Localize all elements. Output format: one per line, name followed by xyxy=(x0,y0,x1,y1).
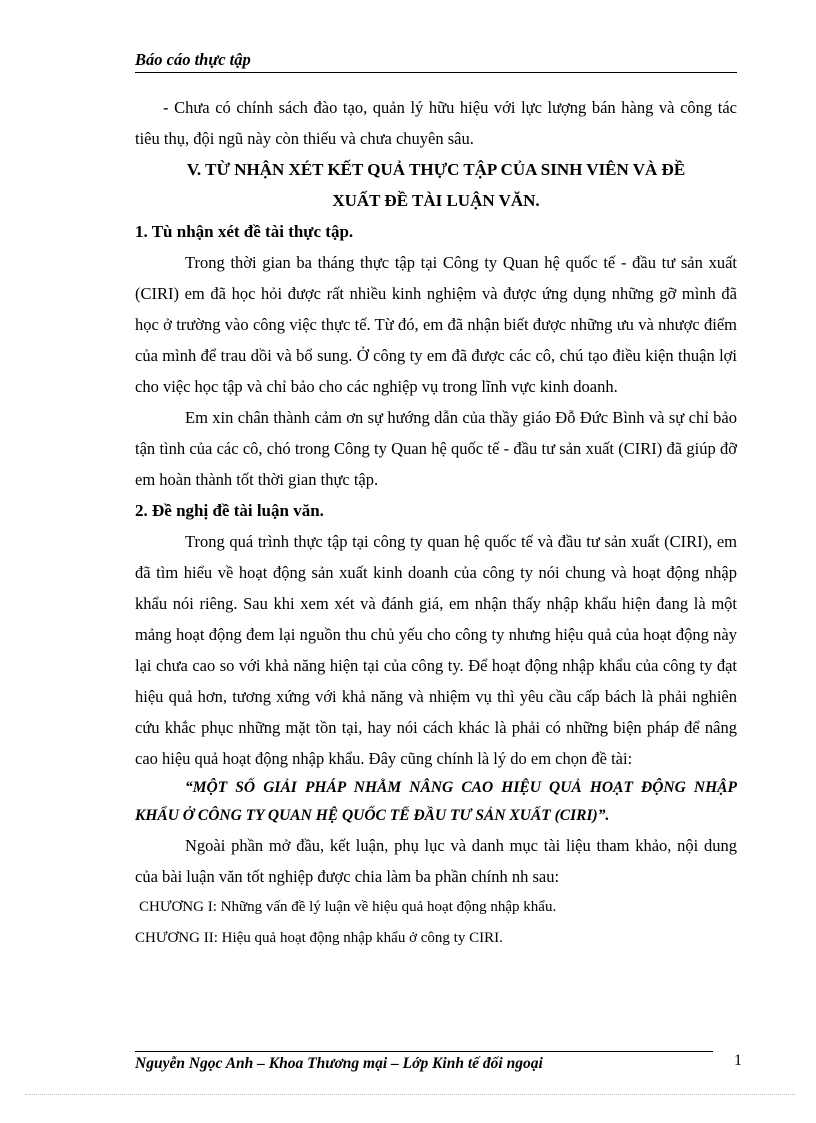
chapter-2-line: CHƯƠNG II: Hiệu quả hoạt động nhập khẩu ở công ty CIRI. xyxy=(135,930,503,946)
paragraph-4: Ngoài phần mở đầu, kết luận, phụ lục và danh mục tài liệu tham khảo, nội dung của bài luận văn tốt nghiệp được chia làm ba phần chính nh sau: xyxy=(135,836,737,886)
section-title-line-2: XUẤT ĐỀ TÀI LUẬN VĂN. xyxy=(332,191,540,210)
paragraph-2: Em xin chân thành cảm ơn sự hướng dẫn của thầy giáo Đỗ Đức Bình và sự chỉ bảo tận tình của các cô, chó trong Công ty Quan hệ quốc tế - đầu tư sản xuất (CIRI) đã giúp đỡ em hoàn thành tốt thời gian thực tập. xyxy=(135,408,737,489)
page-number: 1 xyxy=(734,1052,742,1069)
document-body xyxy=(135,92,737,954)
subheading-1: 1. Tù nhận xét đề tài thực tập. xyxy=(135,222,354,241)
page-bottom-dotted-border xyxy=(25,1094,795,1095)
intro-paragraph: - Chưa có chính sách đào tạo, quản lý hữu hiệu với lực lượng bán hàng và công tác tiêu thụ, đội ngũ này còn thiếu và chưa chuyên sâu. xyxy=(135,98,737,148)
chapter-1-line: CHƯƠNG I: Những vấn đề lý luận về hiệu quả hoạt động nhập khẩu. xyxy=(139,899,557,915)
section-title-line-1: V. TỪ NHẬN XÉT KẾT QUẢ THỰC TẬP CỦA SINH VIÊN VÀ ĐỀ xyxy=(186,160,686,179)
paragraph-1: Trong thời gian ba tháng thực tập tại Công ty Quan hệ quốc tế - đầu tư sản xuất (CIRI) em đã học hỏi được rất nhiều kinh nghiệm và được ứng dụng những gỡ mình đã học ở trường vào công việc thực tế. Từ đó, em đã nhận biết được những ưu và nhược điểm của mình để trau dồi và bổ sung. Ở công ty em đã được các cô, chú tạo điều kiện thuận lợi cho việc học tập và chỉ bảo cho các nghiệp vụ trong lĩnh vực kinh doanh. xyxy=(135,253,737,396)
page-header: Báo cáo thực tập xyxy=(135,50,737,73)
footer-divider xyxy=(135,1051,713,1052)
page-footer: Nguyễn Ngọc Anh – Khoa Thương mại – Lớp Kinh tế đối ngoại xyxy=(135,1055,543,1072)
paragraph-3: Trong quá trình thực tập tại công ty quan hệ quốc tế và đầu tư sản xuất (CIRI), em đã tìm hiểu về hoạt động sản xuất kinh doanh của công ty nói chung và hoạt động nhập khẩu nói riêng. Sau khi xem xét và đánh giá, em nhận thấy nhập khẩu hiện đang là một mảng hoạt động đem lại nguồn thu chủ yếu cho công ty nhưng hiệu quả của hoạt động này lại chưa cao so với khả năng hiện tại của công ty. Để hoạt động nhập khẩu của công ty đạt hiệu quả hơn, tương xứng với khả năng và nhiệm vụ thì yêu cầu cấp bách là phải nghiên cứu khắc phục những mặt tồn tại, hay nói cách khác là phải có những biện pháp để nâng cao hiệu quả hoạt động nhập khẩu. Đây cũng chính là lý do em chọn đề tài: xyxy=(135,532,737,768)
subheading-2: 2. Đề nghị đề tài luận văn. xyxy=(135,501,324,520)
thesis-title-quote: “MỘT SỐ GIẢI PHÁP NHẰM NÂNG CAO HIỆU QUẢ HOẠT ĐỘNG NHẬP KHẨU Ở CÔNG TY QUAN HỆ QUỐC TẾ ĐẦU TƯ SẢN XUẤT (CIRI)”. xyxy=(135,779,737,824)
